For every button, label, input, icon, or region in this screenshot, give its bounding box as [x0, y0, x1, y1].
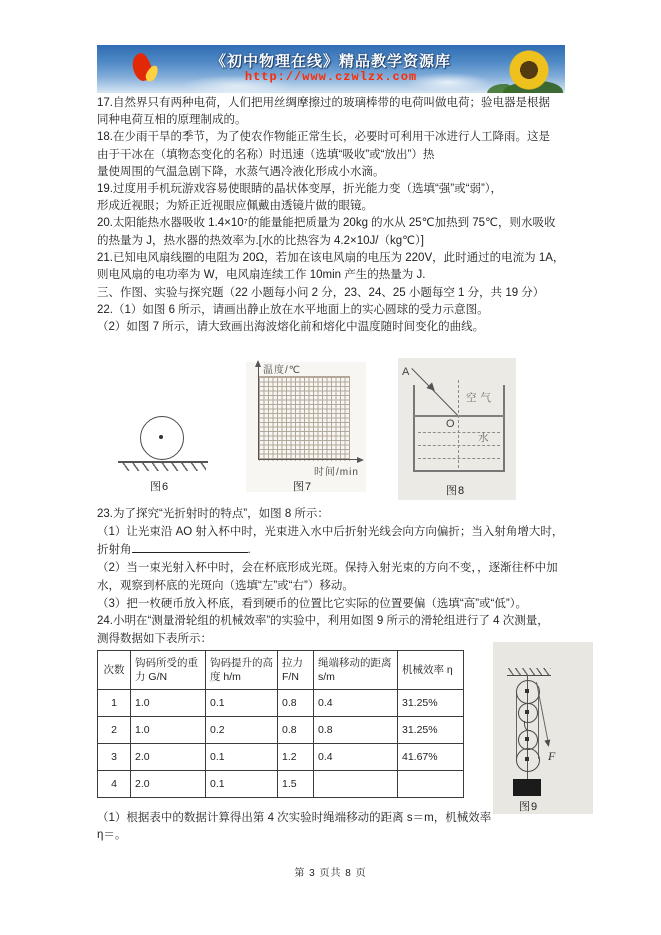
y-axis-label: 温度/℃ [263, 365, 302, 376]
pulley-hub [525, 689, 529, 693]
banner-url: http://www.czwlzx.com [244, 70, 418, 84]
figure-6-ball-on-ground [112, 358, 212, 492]
questions-17-21 [97, 95, 564, 284]
beaker-right-wall [503, 385, 505, 472]
point-o-label: O [446, 418, 455, 430]
text-line: （2）如图 7 所示，请大致画出海波熔化前和熔化中温度随时间变化的曲线。 [97, 321, 485, 334]
figure-8-caption: 图8 [446, 485, 466, 497]
text-line: 由于干冰在（填物态变化的名称）时迅速（选填“吸收”或“放出”）热 [97, 148, 435, 161]
force-label: F [548, 749, 556, 763]
table-cell: 31.25% [398, 717, 464, 744]
figure-7-temperature-time-grid [246, 362, 366, 492]
blank-suffix: . [247, 543, 251, 556]
table-header-row [98, 651, 464, 690]
table-header-cell: 绳端移动的距离 s/m [314, 651, 398, 690]
text-line: 的热量为 J，热水器的热效率为.[水的比热容为 4.2×10J/（kg℃）] [97, 234, 424, 247]
point-a-label: A [402, 366, 410, 378]
x-axis-arrow-icon [357, 457, 364, 463]
table-cell: 2 [98, 717, 131, 744]
answer-blank-underline [132, 543, 248, 553]
water-surface-line [413, 415, 505, 417]
pulley-experiment-table [97, 650, 464, 798]
text-line: η＝。 [97, 829, 127, 841]
center-dot [159, 435, 163, 439]
text-line: 21.已知电风扇线圈的电阻为 20Ω，若加在该电风扇的电压为 220V，此时通过的电流为 1A， [97, 251, 565, 264]
blank-prefix: 折射角 [97, 543, 132, 556]
figure-8-refraction-beaker [398, 358, 516, 500]
text-line: 则电风扇的电功率为 W，电风扇连续工作 10min 产生的热量为 J. [97, 269, 426, 282]
text-line: 22.（1）如图 6 所示，请画出静止放在水平地面上的实心圆球的受力示意图。 [97, 304, 489, 317]
table-cell: 3 [98, 744, 131, 771]
rope-left [516, 691, 517, 759]
table-cell: 4 [98, 771, 131, 798]
table-row [98, 744, 464, 771]
table-row [98, 717, 464, 744]
water-label: 水 [478, 432, 489, 444]
questions-23-24 [97, 506, 563, 649]
air-label: 空气 [466, 392, 495, 404]
table-cell [314, 771, 398, 798]
q23b-q24-lines [97, 560, 563, 650]
figure-9-pulley-system [493, 642, 593, 814]
figure-9-caption: 图9 [519, 801, 539, 813]
text-line: 20.太阳能热水器吸收 1.4×10⁷的能量能把质量为 20kg 的水从 25℃加热到 75℃，则水吸收 [97, 217, 556, 230]
table-cell: 41.67% [398, 744, 464, 771]
text-line: 同种电荷互相的原理制成的。 [97, 114, 247, 127]
pulley-hub [525, 757, 529, 761]
text-line: 17.自然界只有两种电荷，人们把用丝绸摩擦过的玻璃棒带的电荷叫做电荷；验电器是根据 [97, 97, 550, 109]
text-line: （1）让光束沿 AO 射入杯中时，光束进入水中后折射光线会向方向偏折；当入射角增大时， [97, 525, 564, 538]
table-cell: 0.1 [206, 771, 278, 798]
text-line: （2）当一束光射入杯中时，会在杯底形成光斑。保持入射光束的方向不变，，逐渐往杯中加 [97, 561, 558, 574]
q23-blank-line [97, 542, 563, 560]
weight-hook [527, 772, 528, 779]
text-line: 量使周围的气温急剧下降，水蒸气遇冷液化形成小水滴。 [97, 165, 385, 178]
table-row [98, 771, 464, 798]
y-axis-line [258, 366, 259, 460]
banner-title: 《初中物理在线》精品教学资源库 [210, 54, 451, 70]
table-header-cell: 钩码所受的重力 G/N [131, 651, 206, 690]
text-line: 19.过度用手机玩游戏容易使眼睛的晶状体变厚，折光能力变（选填“强”或“弱”）， [97, 183, 503, 196]
table-cell: 1 [98, 690, 131, 717]
table-header-cell: 次数 [98, 651, 131, 690]
table-cell: 1.5 [278, 771, 314, 798]
q23-lines [97, 506, 563, 542]
text-line: 23.为了探究“光折射时的特点”，如图 8 所示： [97, 508, 329, 520]
water-dash-line [418, 458, 500, 459]
weight-block [513, 779, 541, 796]
table-cell: 31.25% [398, 690, 464, 717]
figure-6-caption: 图6 [150, 481, 170, 493]
figure-7-caption: 图7 [293, 481, 313, 493]
table-row [98, 690, 464, 717]
pulley-hub [525, 737, 529, 741]
text-line: 18.在少雨干旱的季节，为了使农作物能正常生长，必要时可利用干冰进行人工降雨。这是 [97, 131, 550, 144]
table-cell: 2.0 [131, 744, 206, 771]
table-cell: 0.4 [314, 690, 398, 717]
beaker-left-wall [413, 385, 415, 472]
table-cell: 1.2 [278, 744, 314, 771]
pulley-hub [525, 710, 529, 714]
page-number-footer: 第 3 页共 8 页 [294, 868, 367, 879]
table-header-cell: 拉力 F/N [278, 651, 314, 690]
y-axis-arrow-icon [255, 360, 261, 367]
site-banner [97, 45, 565, 93]
ground-hatching [120, 463, 206, 471]
incident-ray-line [411, 368, 459, 417]
text-line: （1）根据表中的数据计算得出第 4 次实验时绳端移动的距离 s＝m，机械效率 [97, 812, 492, 824]
connecting-hook [524, 721, 531, 731]
normal-dashed-line [458, 380, 459, 468]
table-cell: 1.0 [131, 717, 206, 744]
force-arrow-icon [544, 739, 551, 747]
text-line: 形成近视眼；为矫正近视眼应佩戴由透镜片做的眼镜。 [97, 200, 373, 213]
table-cell: 0.8 [314, 717, 398, 744]
graph-grid [259, 376, 350, 461]
x-axis-label: 时间/min [314, 467, 359, 478]
table-cell: 0.8 [278, 717, 314, 744]
foliage-decoration [487, 84, 513, 93]
table-cell: 1.0 [131, 690, 206, 717]
table-cell: 0.8 [278, 690, 314, 717]
table-header-cell: 机械效率 η [398, 651, 464, 690]
text-line: 三、作图、实验与探究题（22 小题每小问 2 分，23、24、25 小题每空 1 分，共 19 分） [97, 287, 545, 299]
ceiling-hatching [507, 668, 551, 676]
q24-subquestion [97, 810, 491, 844]
table-cell: 0.4 [314, 744, 398, 771]
x-axis-line [258, 459, 359, 460]
beaker-bottom [413, 470, 505, 472]
table-cell [398, 771, 464, 798]
text-line: 水，观察到杯底的光斑向（选填“左”或“右”）移动。 [97, 579, 354, 592]
text-line: 测得数据如下表所示： [97, 633, 212, 646]
water-dash-line [418, 445, 500, 446]
table-header-cell: 钩码提升的高度 h/m [206, 651, 278, 690]
table-cell: 2.0 [131, 771, 206, 798]
table-cell: 0.1 [206, 744, 278, 771]
table-cell: 0.2 [206, 717, 278, 744]
table-cell: 0.1 [206, 690, 278, 717]
sunflower-icon [507, 48, 551, 92]
text-line: 24.小明在“测量滑轮组的机械效率”的实验中，利用如图 9 所示的滑轮组进行了 4 次测量， [97, 615, 549, 628]
section-three-and-q22 [97, 285, 544, 336]
text-line: （3）把一枚硬币放入杯底，看到硬币的位置比它实际的位置要偏（选填“高”或“低”）。 [97, 597, 527, 610]
